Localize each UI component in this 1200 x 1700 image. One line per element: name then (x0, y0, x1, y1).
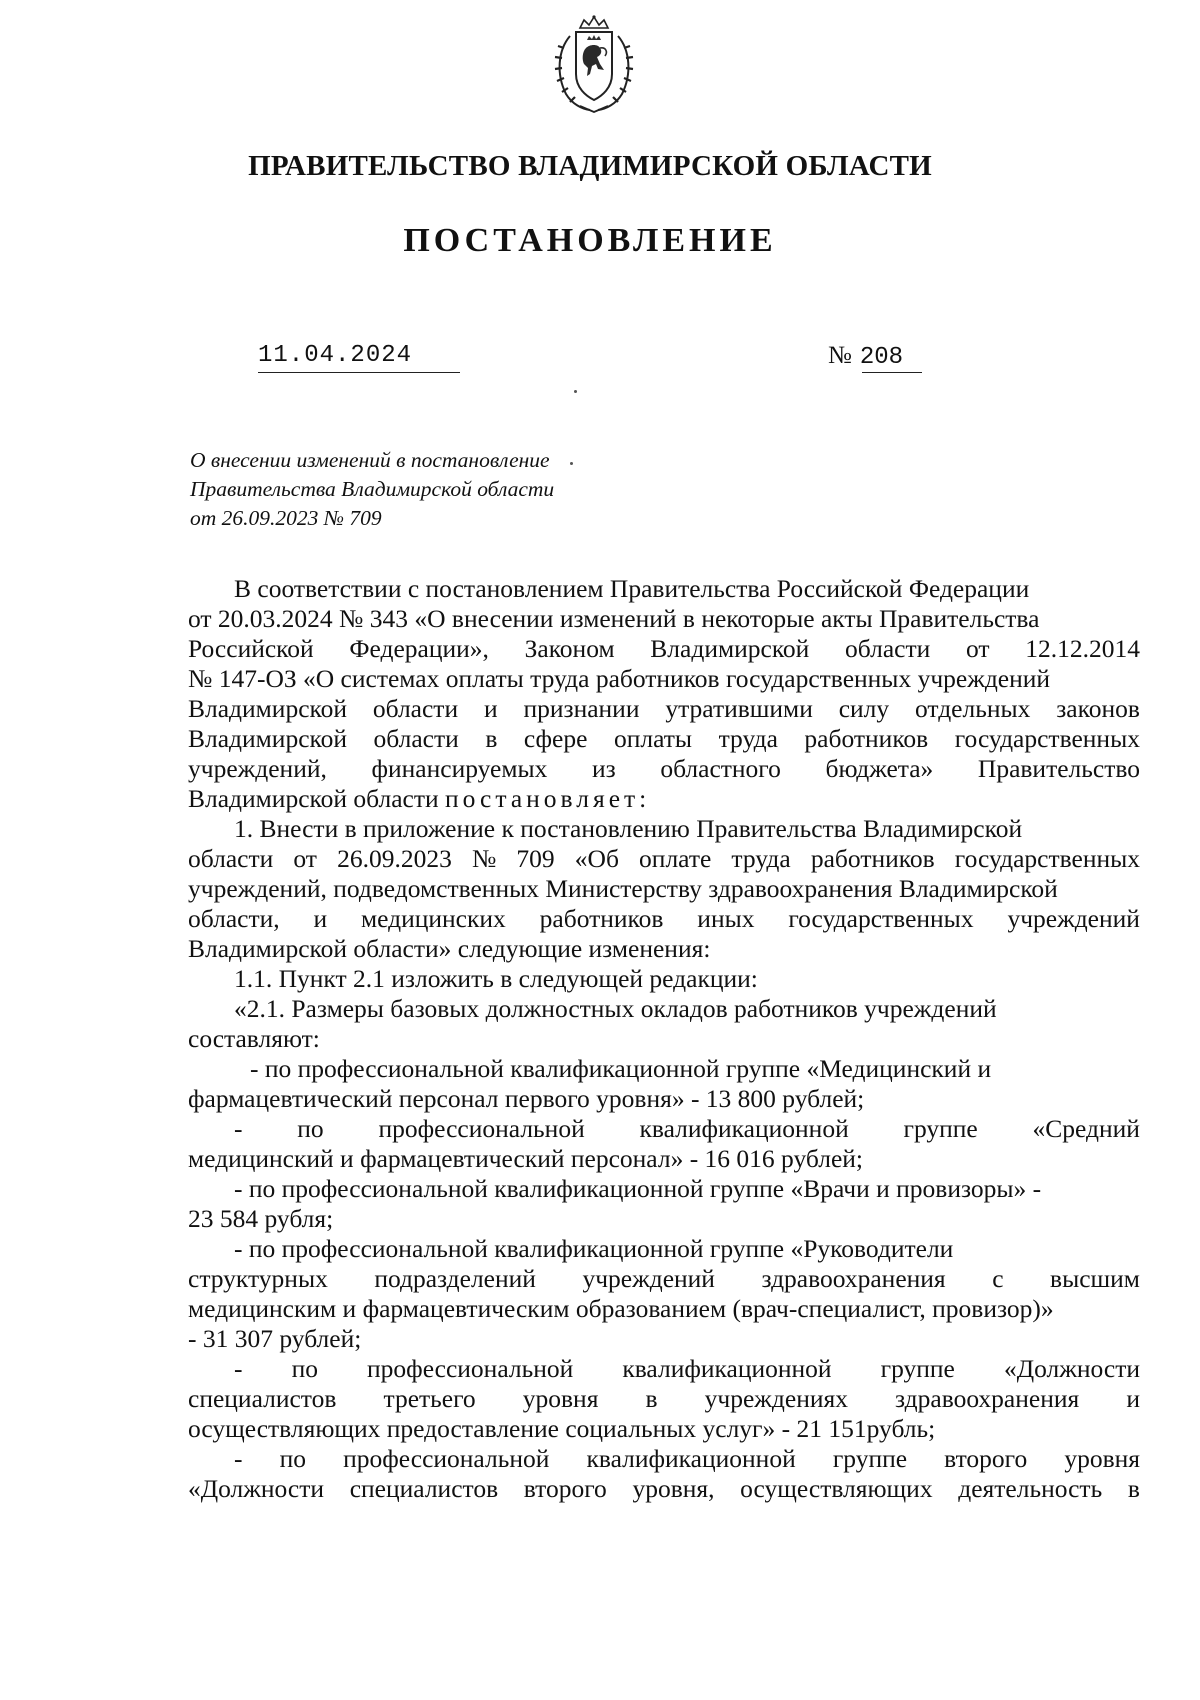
list-item-line: специалистов третьего уровня в учреждениях здравоохранения и (188, 1384, 1140, 1413)
list-item-line: структурных подразделений учреждений здравоохранения с высшим (188, 1264, 1140, 1293)
list-item-line: - по профессиональной квалификационной группе «Должности (234, 1354, 1140, 1383)
number-value: 208 (859, 344, 904, 371)
subject-line: Правительства Владимирской области (190, 477, 555, 501)
document-subject (190, 446, 640, 533)
body-line: № 147-ОЗ «О системах оплаты труда работников государственных учреждений (188, 664, 1051, 693)
list-item-line: - по профессиональной квалификационной группе «Средний (234, 1114, 1140, 1143)
body-line (188, 784, 1140, 814)
document-number (828, 342, 903, 371)
list-item-line: «Должности специалистов второго уровня, осуществляющих деятельность в (188, 1474, 1140, 1503)
list-item-line: - по профессиональной квалификационной группе второго уровня (234, 1444, 1140, 1473)
list-item-line: - по профессиональной квалификационной группе «Врачи и провизоры» - (234, 1174, 1042, 1203)
body-line: 1. Внести в приложение к постановлению Правительства Владимирской (234, 814, 1023, 843)
body-line: В соответствии с постановлением Правительства Российской Федерации (234, 574, 1030, 603)
list-item-line: - по профессиональной квалификационной группе «Руководители (234, 1234, 954, 1263)
resolves-word: постановляет: (445, 784, 651, 813)
document-date: 11.04.2024 (258, 342, 413, 369)
body-line: учреждений, подведомственных Министерству здравоохранения Владимирской (188, 874, 1058, 903)
government-title: ПРАВИТЕЛЬСТВО ВЛАДИМИРСКОЙ ОБЛАСТИ (248, 150, 932, 182)
body-line: области от 26.09.2023 № 709 «Об оплате труда работников государственных (188, 844, 1140, 873)
number-sign: № (828, 342, 852, 369)
body-line: «2.1. Размеры базовых должностных окладов работников учреждений (234, 994, 997, 1023)
list-item-line: - по профессиональной квалификационной группе «Медицинский и (250, 1054, 992, 1083)
body-line: составляют: (188, 1024, 320, 1053)
subject-line: от 26.09.2023 № 709 (190, 506, 382, 530)
list-item-line: медицинским и фармацевтическим образованием (врач-специалист, провизор)» (188, 1294, 1054, 1323)
body-line: Владимирской области и признании утратившими силу отдельных законов (188, 694, 1140, 723)
document-body (188, 574, 1140, 1504)
document-type-title: ПОСТАНОВЛЕНИЕ (403, 222, 777, 259)
body-line: Владимирской области» следующие изменения: (188, 934, 711, 963)
date-underline (258, 372, 460, 373)
body-text: Владимирской области (188, 784, 446, 813)
body-line: Владимирской области в сфере оплаты труда работников государственных (188, 724, 1140, 753)
body-line: области, и медицинских работников иных государственных учреждений (188, 904, 1140, 933)
scan-speck (574, 390, 577, 393)
list-item-line: - 31 307 рублей; (188, 1324, 362, 1353)
body-line: 1.1. Пункт 2.1 изложить в следующей редакции: (234, 964, 758, 993)
list-item-line: медицинский и фармацевтический персонал» - 16 016 рублей; (188, 1144, 864, 1173)
subject-line: О внесении изменений в постановление (190, 448, 550, 472)
body-line: Российской Федерации», Законом Владимирской области от 12.12.2014 (188, 634, 1140, 663)
number-underline (862, 372, 922, 373)
coat-of-arms-icon (540, 14, 648, 114)
list-item-line: фармацевтический персонал первого уровня» - 13 800 рублей; (188, 1084, 865, 1113)
body-line: от 20.03.2024 № 343 «О внесении изменений в некоторые акты Правительства (188, 604, 1040, 633)
body-line: учреждений, финансируемых из областного бюджета» Правительство (188, 754, 1140, 783)
list-item-line: 23 584 рубля; (188, 1204, 334, 1233)
list-item-line: осуществляющих предоставление социальных услуг» - 21 151рубль; (188, 1414, 936, 1443)
